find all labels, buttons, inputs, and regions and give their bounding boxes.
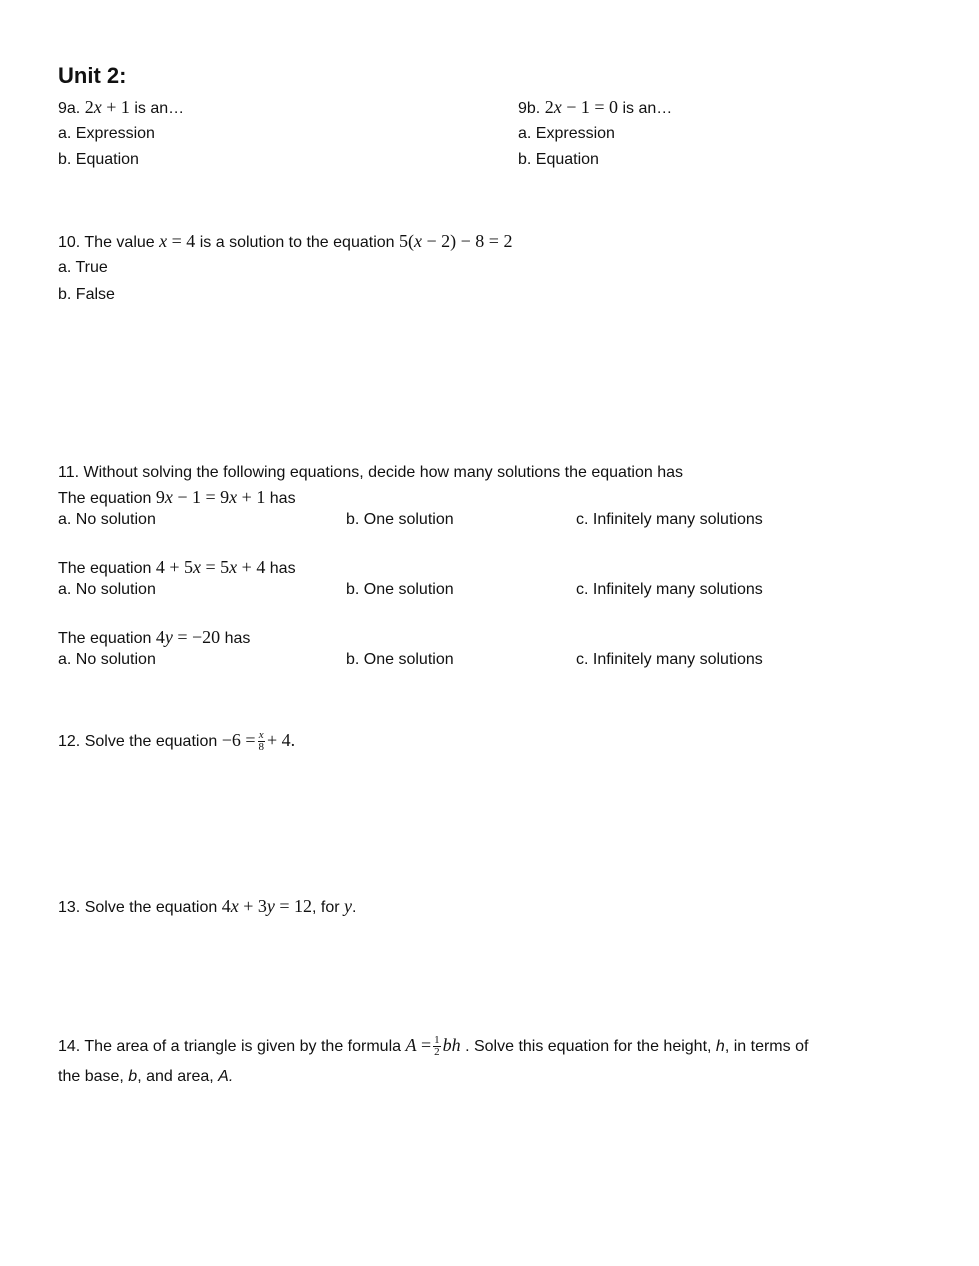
q11-eq3-option-c: c. Infinitely many solutions: [576, 651, 763, 668]
q10-math-value: x = 4: [159, 231, 196, 251]
q9a-option-b: b. Equation: [58, 151, 139, 168]
q14-formula: A = $\frac{1}{2}$ bh: [405, 1034, 461, 1059]
q9a-math: 2x + 1: [84, 97, 130, 117]
q10-text-2: is a solution to the equation: [199, 234, 395, 251]
page-title: Unit 2:: [58, 63, 127, 88]
q10-option-a: a. True: [58, 259, 108, 276]
q14-var-b: b: [128, 1068, 138, 1085]
q14-line2-text-2: , and area,: [137, 1068, 214, 1085]
question-14-line-1: [58, 1030, 808, 1062]
q13-math: 4x + 3y = 12: [221, 896, 312, 916]
q9b-suffix: is an…: [622, 100, 673, 117]
q14-text-1: 14. The area of a triangle is given by the formula: [58, 1038, 402, 1055]
q9b-number: 9b.: [518, 100, 541, 117]
q9a-suffix: is an…: [134, 100, 185, 117]
q11-eq1-prefix: The equation: [58, 490, 152, 507]
q11-eq2-option-a: a. No solution: [58, 581, 156, 598]
q11-equation-1: [58, 487, 296, 509]
q13-var-y: y: [344, 896, 353, 916]
q9b-option-b: b. Equation: [518, 151, 599, 168]
q14-line2-text-1: the base,: [58, 1068, 124, 1085]
q9a-number: 9a.: [58, 100, 81, 117]
q11-equation-2: [58, 557, 296, 579]
q11-eq1-math: 9x − 1 = 9x + 1: [155, 487, 266, 507]
q13-period: .: [352, 899, 357, 916]
q14-text-2: . Solve this equation for the height,: [465, 1038, 712, 1055]
question-12: [58, 726, 295, 756]
q12-text: 12. Solve the equation: [58, 733, 218, 750]
question-9a: [58, 97, 184, 119]
q11-eq2-suffix: has: [269, 560, 296, 577]
q11-eq1-option-c: c. Infinitely many solutions: [576, 511, 763, 528]
q11-eq2-option-b: b. One solution: [346, 581, 454, 598]
q11-eq3-math: 4y = −20: [155, 627, 221, 647]
q11-eq3-option-b: b. One solution: [346, 651, 454, 668]
q11-intro: 11. Without solving the following equations, decide how many solutions the equation has: [58, 464, 683, 481]
q11-eq1-option-a: a. No solution: [58, 511, 156, 528]
q10-option-b: b. False: [58, 286, 115, 303]
q11-eq3-option-a: a. No solution: [58, 651, 156, 668]
q11-eq2-option-c: c. Infinitely many solutions: [576, 581, 763, 598]
q11-eq3-suffix: has: [224, 630, 251, 647]
q10-math-equation: 5(x − 2) − 8 = 2: [399, 231, 513, 251]
q10-text-1: 10. The value: [58, 234, 155, 251]
q14-text-3: , in terms of: [724, 1038, 809, 1055]
q11-eq2-math: 4 + 5x = 5x + 4: [155, 557, 266, 577]
q12-math: −6 = $\frac{x}{8}$ + 4.: [221, 729, 296, 754]
q11-equation-3: [58, 627, 250, 649]
q11-eq2-prefix: The equation: [58, 560, 152, 577]
q9b-option-a: a. Expression: [518, 125, 615, 142]
q14-var-A: A.: [218, 1068, 234, 1085]
q11-eq3-prefix: The equation: [58, 630, 152, 647]
q11-eq1-option-b: b. One solution: [346, 511, 454, 528]
q9a-option-a: a. Expression: [58, 125, 155, 142]
q13-text-1: 13. Solve the equation: [58, 899, 218, 916]
question-9b: [518, 97, 672, 119]
question-13: [58, 896, 356, 918]
question-14-line-2: [58, 1067, 233, 1087]
question-10: [58, 231, 512, 253]
q14-var-h: h: [715, 1038, 725, 1055]
q13-text-2: , for: [312, 899, 340, 916]
q9b-math: 2x − 1 = 0: [544, 97, 619, 117]
q11-eq1-suffix: has: [269, 490, 296, 507]
